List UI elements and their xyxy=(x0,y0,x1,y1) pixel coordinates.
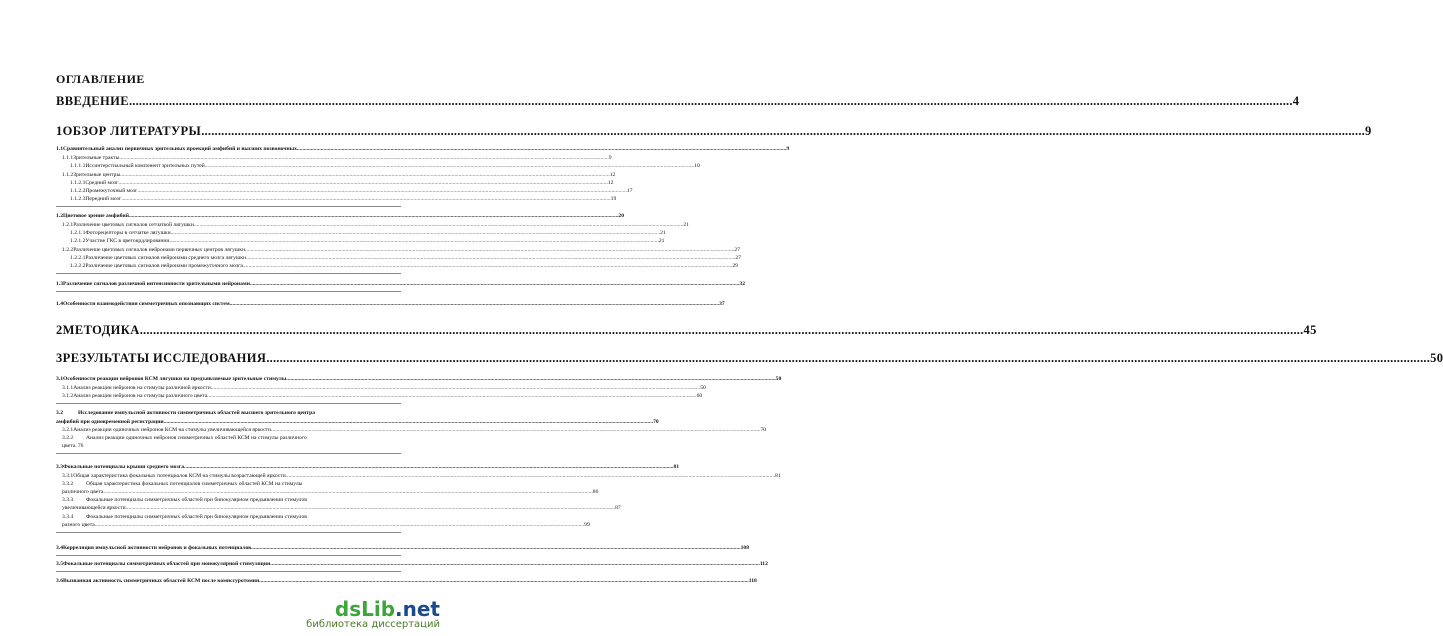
leader-dots xyxy=(246,255,735,261)
toc-entry-1-2-2-2[interactable] xyxy=(70,263,738,269)
toc-entry-chapter-2[interactable] xyxy=(56,323,1317,338)
toc-entry-label: различного цвета xyxy=(62,489,104,495)
leader-dots xyxy=(286,376,775,382)
toc-entry-number: 3 xyxy=(56,351,63,365)
leader-dots xyxy=(259,578,748,584)
toc-page-number: 60 xyxy=(696,393,703,399)
watermark-logo-main: dsLib xyxy=(334,597,396,621)
toc-entry-number: 1.1.2.1 xyxy=(70,180,86,186)
site-watermark[interactable] xyxy=(306,597,440,630)
toc-page-number: 87 xyxy=(615,505,621,511)
toc-page-number: 45 xyxy=(1303,323,1317,337)
toc-entry-number: 3.1.2 xyxy=(62,393,74,399)
toc-entry-3-2-2[interactable] xyxy=(62,435,402,441)
leader-dots xyxy=(118,180,607,186)
toc-entry-label: Фокальные потенциалы симметричных областей при монокулярной стимуляции xyxy=(63,561,271,567)
toc-page-number: 4 xyxy=(1292,94,1300,108)
toc-page-number: 50 xyxy=(700,385,706,391)
leader-dots xyxy=(245,247,734,253)
toc-page-number: 19 xyxy=(610,196,617,202)
toc-page-number: 112 xyxy=(759,561,768,567)
toc-entry-3-2-continued[interactable] xyxy=(56,419,659,425)
leader-dots xyxy=(297,146,786,152)
toc-entry-1-1[interactable] xyxy=(56,146,790,152)
toc-page-number: 12 xyxy=(609,172,616,178)
toc-entry-number: 1.1.2.3 xyxy=(70,196,86,202)
toc-entry-label: Анализ реакции нейронов на стимулы различного цвета xyxy=(73,393,208,399)
toc-entry-label: Сравнительный анализ первичных зрительных проекций амфибий и высших позвоночных xyxy=(63,146,297,152)
toc-entry-label: Особенности взаимодействия симметричных опознающих систем xyxy=(63,301,230,307)
toc-entry-number: 1.1.1.1 xyxy=(70,163,86,169)
leader-dots xyxy=(211,385,700,391)
toc-page-number: 81 xyxy=(673,464,680,470)
toc-entry-3-3-1[interactable] xyxy=(62,473,781,479)
toc-entry-3-2[interactable] xyxy=(56,410,402,416)
toc-entry-number: 1.1 xyxy=(56,146,63,152)
toc-entry-number: 3.3 xyxy=(56,464,63,470)
leader-dots xyxy=(230,301,719,307)
toc-entry-label: Различение сигналов различной интенсивности зрительными нейронами xyxy=(63,281,250,287)
toc-entry-1-3[interactable] xyxy=(56,281,745,287)
toc-page-number: 27 xyxy=(734,247,740,253)
toc-page-number: 118 xyxy=(748,578,757,584)
toc-entry-label: Различение цветовых сигналов нейронами первичных центров лягушки xyxy=(73,247,245,253)
leader-dots xyxy=(184,464,673,470)
leader-dots xyxy=(251,545,740,551)
toc-entry-3-3-4-continued[interactable] xyxy=(62,522,590,528)
toc-entry-3-3-2[interactable] xyxy=(62,481,402,487)
toc-entry-label: МЕТОДИКА xyxy=(62,323,140,337)
toc-entry-number: 3.4 xyxy=(56,545,63,551)
toc-entry-label: ВВЕДЕНИЕ xyxy=(56,94,129,108)
leader-dots xyxy=(201,124,1365,139)
toc-entry-number: 3.1 xyxy=(56,376,63,382)
toc-entry-1-4[interactable] xyxy=(56,301,725,307)
toc-entry-number: 3.2.1 xyxy=(62,427,74,433)
toc-entry-label: Различение цветовых сигналов сетчаткой лягушки xyxy=(73,222,194,228)
toc-entry-label: Анализ реакции одиночных нейронов симметричных областей КСМ на стимулы различного xyxy=(86,435,307,441)
toc-entry-3-3-3-continued[interactable] xyxy=(62,505,621,511)
toc-entry-3-3-4[interactable] xyxy=(62,514,402,520)
section-divider xyxy=(56,206,401,207)
toc-entry-3-2-2-continued: цвета. 76 xyxy=(62,443,84,449)
leader-dots xyxy=(129,94,1293,109)
toc-entry-label: Анализ реакции одиночных нейронов КСМ на стимулы увеличивающейся яркости xyxy=(73,427,271,433)
toc-entry-label: амфибий при одновременной регистрации xyxy=(56,419,164,425)
toc-page-number: 50 xyxy=(1430,351,1443,365)
leader-dots xyxy=(250,281,739,287)
section-divider xyxy=(56,273,401,274)
section-divider xyxy=(56,291,401,292)
toc-entry-number: 3.3.2 xyxy=(62,481,74,487)
leader-dots xyxy=(171,230,660,236)
toc-entry-number: 3.3.4 xyxy=(62,514,74,520)
toc-entry-number: 3.2.2 xyxy=(62,435,74,441)
leader-dots xyxy=(120,172,609,178)
toc-page-number: 21 xyxy=(683,222,689,228)
toc-entry-label: увеличивающейся яркости xyxy=(62,505,126,511)
leader-dots xyxy=(119,155,608,161)
toc-entry-number: 1.1.2 xyxy=(62,172,74,178)
leader-dots xyxy=(164,419,653,425)
section-divider xyxy=(56,403,401,404)
toc-entry-3-1-1[interactable] xyxy=(62,385,706,391)
toc-entry-1-1-1-1[interactable] xyxy=(70,163,700,169)
toc-page-number: 21 xyxy=(660,230,666,236)
toc-entry-label: Различение цветовых сигналов нейронами среднего мозга лягушки xyxy=(85,255,246,261)
leader-dots xyxy=(169,238,658,244)
toc-page-number: 32 xyxy=(739,281,745,287)
toc-entry-number: 1.1.1 xyxy=(62,155,74,161)
toc-entry-1-1-1[interactable] xyxy=(62,155,612,161)
toc-entry-intro[interactable] xyxy=(56,94,1300,109)
section-divider xyxy=(56,555,401,556)
leader-dots xyxy=(194,222,683,228)
toc-entry-chapter-1[interactable] xyxy=(56,124,1372,139)
toc-entry-1-1-2-2[interactable] xyxy=(70,188,633,194)
watermark-logo-suffix: .net xyxy=(395,597,440,621)
toc-entry-number: 1.2.2 xyxy=(62,247,74,253)
toc-entry-number: 1.3 xyxy=(56,281,63,287)
toc-entry-label: Общая характеристика фокальных потенциалов симметричных областей КСМ на стимулы xyxy=(86,481,303,487)
toc-entry-3-1-2[interactable] xyxy=(62,393,703,399)
toc-entry-label: Исследование импульсной активности симметричных областей высшего зрительного центра xyxy=(78,410,315,416)
toc-entry-number: 3.5 xyxy=(56,561,63,567)
toc-entry-3-6[interactable] xyxy=(56,578,757,584)
leader-dots xyxy=(95,522,584,528)
section-divider xyxy=(56,453,401,454)
toc-entry-label: Цветовое зрение амфибий xyxy=(63,213,129,219)
leader-dots xyxy=(286,473,775,479)
toc-page-number: 81 xyxy=(775,473,781,479)
toc-entry-label: Корреляция импульсной активности нейронов и фокальных потенциалов xyxy=(63,545,252,551)
toc-entry-label: Зрительные тракты xyxy=(73,155,120,161)
leader-dots xyxy=(207,393,696,399)
toc-page-number: 99 xyxy=(584,522,590,528)
toc-entry-1-2[interactable] xyxy=(56,213,625,219)
toc-entry-3-4[interactable] xyxy=(56,545,749,551)
toc-page-number: 29 xyxy=(732,263,738,269)
toc-page-number: 50 xyxy=(775,376,782,382)
toc-page-number: 9 xyxy=(608,155,612,161)
leader-dots xyxy=(205,163,694,169)
toc-page-number: 9 xyxy=(786,146,790,152)
toc-entry-label: Исcинтерстиальный компонент зрительных путей xyxy=(85,163,205,169)
leader-dots xyxy=(270,561,759,567)
toc-entry-number: 1.4 xyxy=(56,301,63,307)
toc-entry-number: 1.2.1.1 xyxy=(70,230,86,236)
toc-entry-number: 3.3.1 xyxy=(62,473,74,479)
toc-entry-label: Зрительные центры xyxy=(73,172,121,178)
toc-entry-1-1-2-3[interactable] xyxy=(70,196,617,202)
toc-entry-number: 1 xyxy=(56,124,63,138)
toc-entry-label: Фокальные потенциалы крыши среднего мозга xyxy=(63,464,185,470)
toc-page-number: 12 xyxy=(607,180,614,186)
toc-entry-label: разного цвета xyxy=(62,522,95,528)
toc-entry-number: 1.2.2.2 xyxy=(70,263,86,269)
toc-entry-1-1-2-1[interactable] xyxy=(70,180,614,186)
toc-page-number: 9 xyxy=(1364,124,1372,138)
toc-entry-number: 1.2.1 xyxy=(62,222,74,228)
watermark-subtitle: библиотека диссертаций xyxy=(306,619,440,630)
toc-page-number: 108 xyxy=(740,545,749,551)
toc-entry-3-1[interactable] xyxy=(56,376,782,382)
section-divider xyxy=(56,532,401,533)
leader-dots xyxy=(129,213,618,219)
toc-page-number: 37 xyxy=(719,301,725,307)
toc-entry-number: 3.3.3 xyxy=(62,497,74,503)
toc-entry-3-2-1[interactable] xyxy=(62,427,767,433)
toc-entry-label: Фокальные потенциалы симметричных областей при бинокулярном предъявлении стимулов xyxy=(86,497,307,503)
toc-entry-1-2-2[interactable] xyxy=(62,247,740,253)
toc-entry-label: Фоторецепторы в сетчатке лягушки xyxy=(85,230,171,236)
toc-page-number: 10 xyxy=(694,163,700,169)
toc-entry-number: 1.2 xyxy=(56,213,63,219)
toc-heading: ОГЛАВЛЕНИЕ xyxy=(56,72,145,86)
toc-entry-number: 1.2.2.1 xyxy=(70,255,86,261)
toc-entry-label: Промежуточный мозг xyxy=(85,188,138,194)
toc-entry-3-3-3[interactable] xyxy=(62,497,402,503)
toc-entry-chapter-3[interactable] xyxy=(56,351,1443,366)
toc-entry-label: Особенности реакции нейронов КСМ лягушки на предъявляемые зрительные стимулы xyxy=(63,376,287,382)
toc-entry-number: 3.6 xyxy=(56,578,63,584)
leader-dots xyxy=(266,351,1430,366)
toc-entry-3-3-2-continued[interactable] xyxy=(62,489,599,495)
toc-entry-1-2-1[interactable] xyxy=(62,222,689,228)
toc-entry-1-1-2[interactable] xyxy=(62,172,616,178)
leader-dots xyxy=(243,263,732,269)
toc-entry-label: РЕЗУЛЬТАТЫ ИССЛЕДОВАНИЯ xyxy=(62,351,267,365)
leader-dots xyxy=(271,427,760,433)
toc-page-number: 17 xyxy=(626,188,633,194)
toc-page-number: 70 xyxy=(760,427,767,433)
toc-entry-1-2-1-1[interactable] xyxy=(70,230,666,236)
toc-entry-label: Участие ГКС в цветокрдлировании xyxy=(85,238,170,244)
leader-dots xyxy=(103,489,592,495)
toc-entry-number: 1.2.1.2 xyxy=(70,238,86,244)
toc-entry-number: 3.1.1 xyxy=(62,385,74,391)
toc-entry-3-5[interactable] xyxy=(56,561,768,567)
leader-dots xyxy=(137,188,626,194)
toc-entry-label: Анализ реакции нейронов на стимулы различной яркости xyxy=(73,385,211,391)
toc-entry-number: 1.1.2.2 xyxy=(70,188,86,194)
toc-entry-3-3[interactable] xyxy=(56,464,680,470)
toc-entry-label: Вызванная активность симметричных областей КСМ после комиссуротомии xyxy=(63,578,260,584)
toc-entry-label: Передний мозг xyxy=(85,196,122,202)
toc-entry-label: Средний мозг xyxy=(85,180,119,186)
toc-entry-1-2-2-1[interactable] xyxy=(70,255,741,261)
leader-dots xyxy=(126,505,615,511)
leader-dots xyxy=(121,196,610,202)
toc-entry-1-2-1-2[interactable] xyxy=(70,238,665,244)
toc-page-number: 27 xyxy=(735,255,741,261)
toc-entry-label: ОБЗОР ЛИТЕРАТУРЫ xyxy=(62,124,202,138)
toc-entry-number: 3.2 xyxy=(56,410,63,416)
section-divider xyxy=(56,571,401,572)
toc-page-number: 21 xyxy=(658,238,665,244)
leader-dots xyxy=(140,323,1304,338)
toc-page-number: 70 xyxy=(653,419,659,425)
toc-entry-label: Фокальные потенциалы симметричных областей при бинокулярном предъявлении стимулов xyxy=(86,514,307,520)
toc-page-number: 20 xyxy=(618,213,625,219)
toc-entry-number: 2 xyxy=(56,323,63,337)
toc-entry-label: Различение цветовых сигналов нейронами промежуточного мозга xyxy=(85,263,243,269)
toc-page-number: 86 xyxy=(592,489,599,495)
toc-entry-label: Общая характеристика фокальных потенциалов КСМ на стимулы возрастающей яркости xyxy=(73,473,286,479)
watermark-logo xyxy=(306,597,440,621)
